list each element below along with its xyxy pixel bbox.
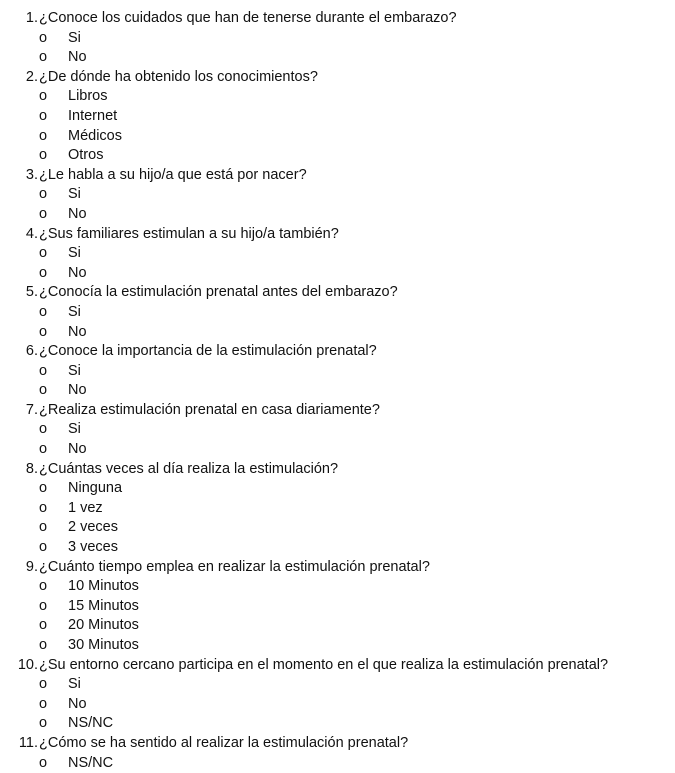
answer-option-label: 3 veces: [68, 539, 118, 556]
answer-option: [0, 48, 675, 68]
answer-option-label: Médicos: [68, 127, 122, 144]
question-number: 11.: [18, 734, 38, 751]
answer-option-label: 20 Minutos: [68, 617, 139, 634]
answer-option-label: NS/NC: [68, 754, 114, 771]
question-number: 2.: [25, 68, 38, 85]
question-number: 6.: [25, 343, 38, 360]
answer-option-label: Si: [68, 676, 81, 693]
answer-option-label: Si: [68, 303, 81, 320]
answer-option-label: 10 Minutos: [68, 578, 139, 595]
bullet-icon: o: [39, 499, 48, 516]
bullet-icon: o: [39, 362, 48, 379]
question-line: [0, 225, 675, 245]
bullet-icon: o: [39, 303, 48, 320]
question-1: [0, 9, 675, 68]
bullet-icon: o: [39, 382, 48, 399]
answer-option-label: 30 Minutos: [68, 637, 139, 653]
answer-option: [0, 107, 675, 127]
answer-option: [0, 362, 675, 382]
question-number: 10.: [17, 656, 38, 673]
answer-option: [0, 87, 675, 107]
answer-option: [0, 636, 675, 656]
answer-option-label: Si: [68, 362, 81, 379]
answer-option: [0, 303, 675, 323]
answer-option-label: Si: [68, 421, 81, 438]
answer-option: [0, 597, 675, 617]
question-text: ¿Conoce la importancia de la estimulación prenatal?: [39, 343, 377, 360]
answer-option: [0, 695, 675, 715]
bullet-icon: o: [39, 519, 48, 536]
answer-option-label: Ninguna: [68, 480, 123, 497]
question-number: 1.: [25, 10, 38, 26]
bullet-icon: o: [39, 637, 48, 653]
answer-option-label: Internet: [68, 107, 118, 124]
answer-option-label: 2 veces: [68, 519, 118, 536]
bullet-icon: o: [39, 88, 48, 105]
answer-option-label: Si: [68, 29, 81, 46]
answer-option: [0, 518, 675, 538]
bullet-icon: o: [39, 49, 48, 66]
question-11: [0, 734, 675, 773]
question-line: [0, 166, 675, 186]
answer-option: [0, 754, 675, 773]
answer-option-label: No: [68, 205, 87, 222]
question-line: [0, 9, 675, 29]
bullet-icon: o: [39, 441, 48, 458]
answer-option: [0, 323, 675, 343]
answer-option-label: No: [68, 441, 87, 458]
bullet-icon: o: [39, 539, 48, 556]
question-line: [0, 656, 675, 676]
bullet-icon: o: [39, 186, 48, 203]
answer-option-label: No: [68, 264, 87, 281]
bullet-icon: o: [39, 676, 48, 693]
answer-option-label: No: [68, 323, 87, 340]
question-5: [0, 283, 675, 342]
answer-option: [0, 440, 675, 460]
answer-option: [0, 146, 675, 166]
question-number: 4.: [25, 225, 38, 242]
question-text: ¿Realiza estimulación prenatal en casa diariamente?: [39, 401, 380, 418]
question-text: ¿Conoce los cuidados que han de tenerse durante el embarazo?: [39, 10, 457, 26]
answer-option-label: 1 vez: [68, 499, 103, 516]
answer-option: [0, 29, 675, 49]
question-6: [0, 342, 675, 401]
question-7: [0, 401, 675, 460]
answer-option: [0, 499, 675, 519]
answer-option-label: Si: [68, 245, 81, 262]
bullet-icon: o: [39, 323, 48, 340]
question-line: [0, 68, 675, 88]
bullet-icon: o: [39, 480, 48, 497]
answer-option: [0, 381, 675, 401]
question-text: ¿De dónde ha obtenido los conocimientos?: [39, 68, 318, 85]
answer-option-label: 15 Minutos: [68, 597, 139, 614]
bullet-icon: o: [39, 715, 48, 732]
question-text: ¿Le habla a su hijo/a que está por nacer?: [39, 166, 307, 183]
question-number: 3.: [25, 166, 38, 183]
question-text: ¿Sus familiares estimulan a su hijo/a también?: [39, 225, 339, 242]
bullet-icon: o: [39, 245, 48, 262]
question-3: [0, 166, 675, 225]
bullet-icon: o: [39, 578, 48, 595]
answer-option: [0, 616, 675, 636]
question-10: [0, 656, 675, 734]
question-8: [0, 460, 675, 558]
bullet-icon: o: [39, 695, 48, 712]
question-number: 5.: [25, 284, 38, 301]
question-line: [0, 283, 675, 303]
question-number: 8.: [25, 460, 38, 477]
answer-option: [0, 538, 675, 558]
question-line: [0, 734, 675, 754]
bullet-icon: o: [39, 107, 48, 124]
question-text: ¿Conocía la estimulación prenatal antes del embarazo?: [39, 284, 398, 301]
question-line: [0, 342, 675, 362]
question-text: ¿Su entorno cercano participa en el momento en el que realiza la estimulación prenatal?: [39, 656, 609, 673]
bullet-icon: o: [39, 205, 48, 222]
bullet-icon: o: [39, 264, 48, 281]
answer-option-label: Libros: [68, 88, 108, 105]
bullet-icon: o: [39, 617, 48, 634]
question-4: [0, 225, 675, 284]
survey-question-list: [0, 9, 675, 773]
bullet-icon: o: [39, 127, 48, 144]
answer-option-label: Otros: [68, 147, 104, 164]
question-number: 7.: [25, 401, 38, 418]
question-text: ¿Cómo se ha sentido al realizar la estimulación prenatal?: [39, 734, 409, 751]
answer-option: [0, 714, 675, 734]
answer-option: [0, 479, 675, 499]
question-line: [0, 460, 675, 480]
answer-option: [0, 577, 675, 597]
answer-option-label: No: [68, 49, 87, 66]
question-line: [0, 401, 675, 421]
question-9: [0, 558, 675, 656]
bullet-icon: o: [39, 421, 48, 438]
bullet-icon: o: [39, 29, 48, 46]
question-number: 9.: [25, 558, 38, 575]
bullet-icon: o: [39, 754, 48, 771]
question-text: ¿Cuántas veces al día realiza la estimulación?: [39, 460, 339, 477]
answer-option-label: No: [68, 695, 87, 712]
answer-option: [0, 205, 675, 225]
bullet-icon: o: [39, 147, 48, 164]
answer-option-label: NS/NC: [68, 715, 114, 732]
question-line: [0, 558, 675, 578]
answer-option: [0, 185, 675, 205]
answer-option: [0, 420, 675, 440]
answer-option: [0, 675, 675, 695]
answer-option-label: Si: [68, 186, 81, 203]
answer-option: [0, 264, 675, 284]
answer-option: [0, 244, 675, 264]
bullet-icon: o: [39, 597, 48, 614]
answer-option: [0, 127, 675, 147]
question-2: [0, 68, 675, 166]
answer-option-label: No: [68, 382, 87, 399]
question-text: ¿Cuánto tiempo emplea en realizar la estimulación prenatal?: [39, 558, 430, 575]
